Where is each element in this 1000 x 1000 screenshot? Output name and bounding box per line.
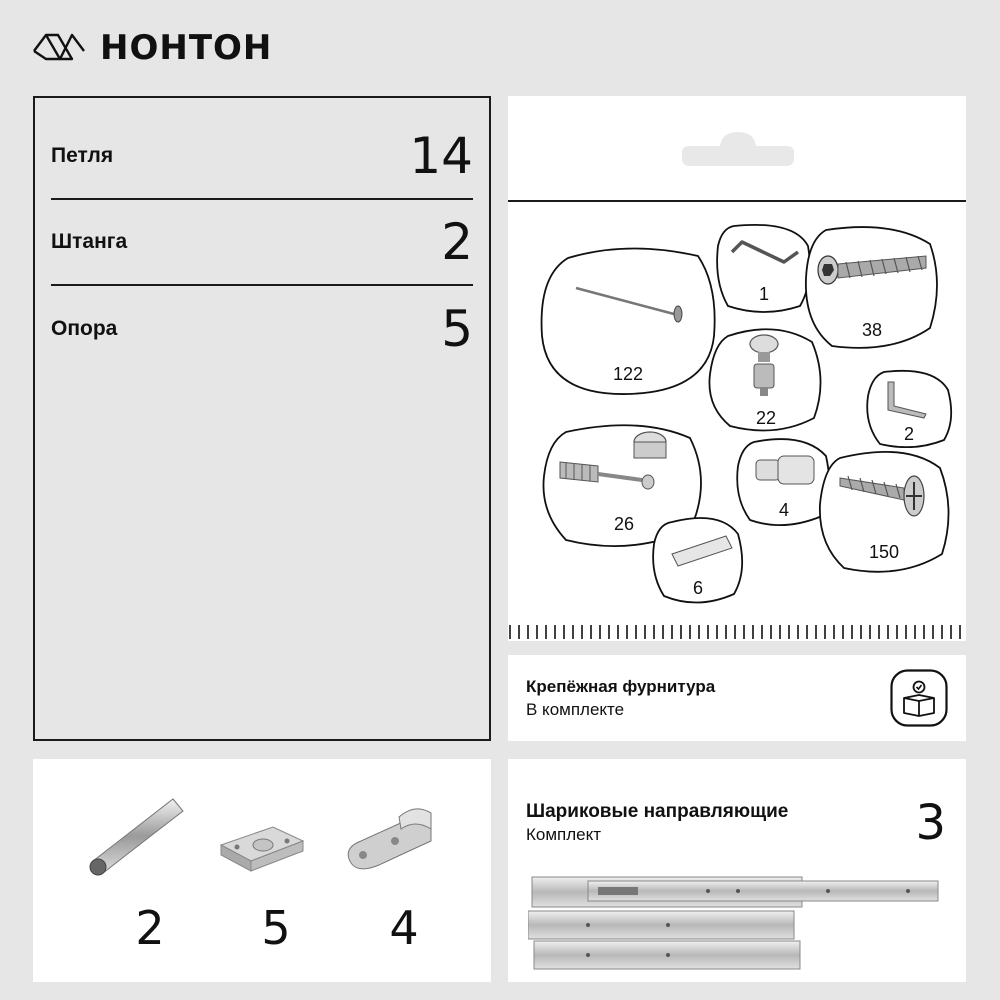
kit-separator xyxy=(508,200,966,202)
kit-item-count: 38 xyxy=(861,320,883,340)
ball-bearing-slides-icon xyxy=(528,871,942,971)
kit-item-count: 6 xyxy=(692,578,703,598)
kit-item-dowel xyxy=(650,514,746,606)
rod-icon xyxy=(85,789,189,879)
hardware-title: Крепёжная фурнитура xyxy=(526,677,716,696)
kit-item-hex-key xyxy=(714,222,814,314)
fittings-list-panel xyxy=(33,96,491,741)
part-count: 4 xyxy=(389,901,419,955)
part-count: 5 xyxy=(261,901,291,955)
rod-holder-icon xyxy=(339,789,443,879)
ruler-marks xyxy=(508,625,966,639)
kit-item-count: 1 xyxy=(758,284,769,304)
part-rod-holder xyxy=(339,759,469,982)
kit-item-wood-screw xyxy=(816,448,952,578)
brand xyxy=(32,28,272,68)
kit-item-corner-bracket xyxy=(864,368,954,448)
list-row-hinge xyxy=(51,114,473,200)
list-row-label: Штанга xyxy=(51,230,128,253)
list-row-label: Петля xyxy=(51,144,114,167)
list-row-count: 5 xyxy=(441,300,473,358)
slides-title: Шариковые направляющие xyxy=(526,801,789,822)
hanger-tab-icon xyxy=(682,132,794,166)
list-row-count: 2 xyxy=(441,213,473,271)
kit-item-count: 150 xyxy=(868,542,900,562)
fastener-kit-panel xyxy=(508,96,966,641)
kit-item-count: 22 xyxy=(755,408,777,428)
plate-icon xyxy=(211,789,315,879)
slides-subtitle: Комплект xyxy=(526,825,602,844)
parts-panel xyxy=(33,759,491,982)
list-row-rod xyxy=(51,200,473,286)
kit-item-shelf-support xyxy=(706,326,826,436)
brand-name: НОНТОН xyxy=(100,28,273,68)
hardware-info-panel xyxy=(508,655,966,741)
kit-item-count: 4 xyxy=(778,500,789,520)
kit-item-count: 122 xyxy=(612,364,644,384)
list-row-support xyxy=(51,286,473,372)
slides-count: 3 xyxy=(915,795,946,851)
kit-item-count: 26 xyxy=(613,514,635,534)
box-check-icon xyxy=(890,669,948,727)
part-plate xyxy=(211,759,341,982)
part-count: 2 xyxy=(135,901,165,955)
part-rod xyxy=(85,759,215,982)
hardware-subtitle: В комплекте xyxy=(526,700,625,719)
ribbon-logo-icon xyxy=(32,29,86,67)
list-row-count: 14 xyxy=(409,127,473,185)
kit-item-nail xyxy=(538,246,718,396)
list-row-label: Опора xyxy=(51,317,118,340)
kit-item-count: 2 xyxy=(903,424,914,444)
slides-panel xyxy=(508,759,966,982)
